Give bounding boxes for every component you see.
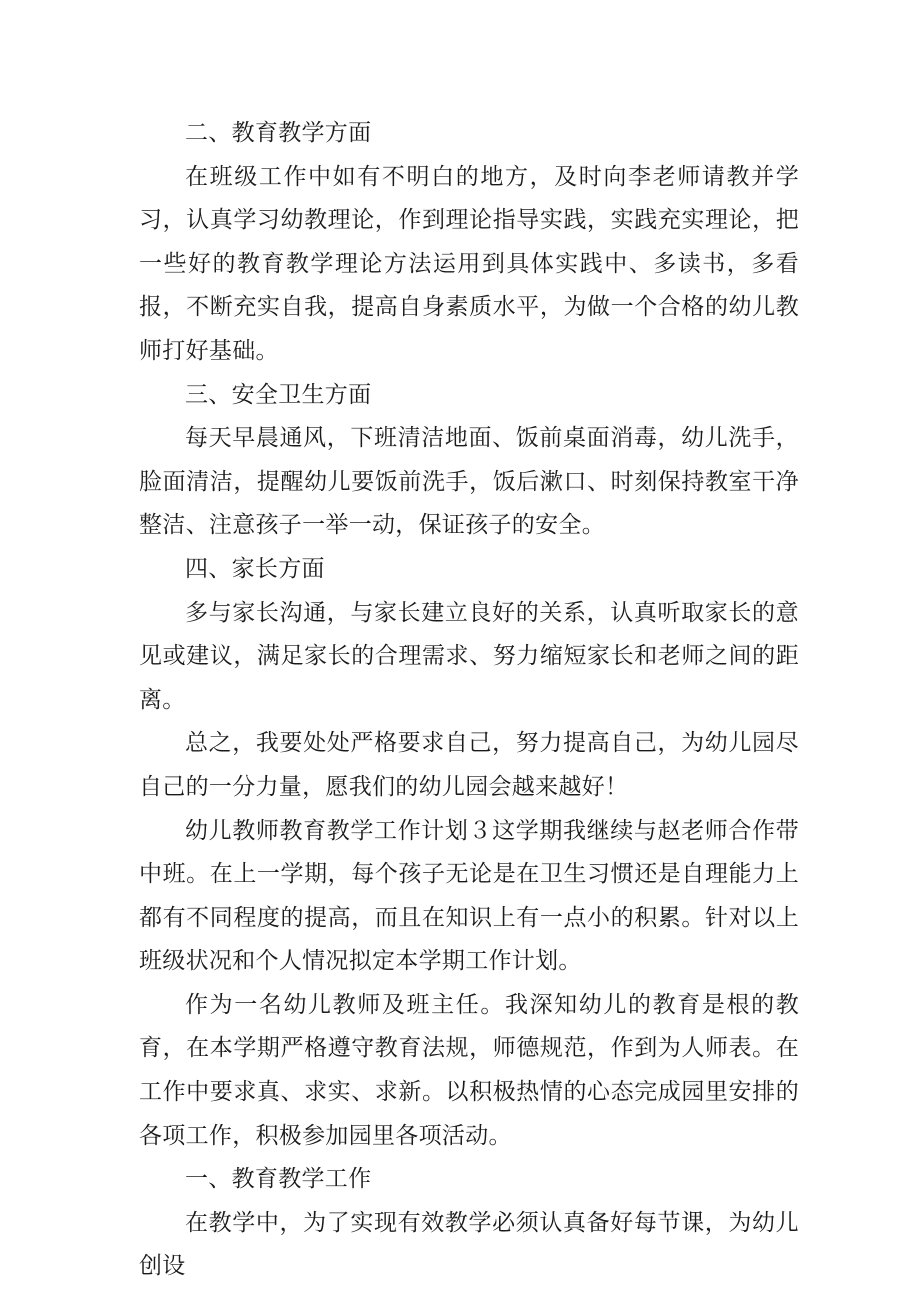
heading-teaching-work: 一、教育教学工作 bbox=[185, 1166, 372, 1193]
paragraph-teaching-work-body: 在教学中，为了实现有效教学必须认真备好每节课，为幼儿创设 bbox=[139, 1209, 799, 1280]
paragraph-role: 作为一名幼儿教师及班主任。我深知幼儿的教育是根的教育，在本学期严格遵守教育法规，师德规范，作到为人师表。在工作中要求真、求实、求新。以积极热情的心态完成园里安排的各项工作，积极参加园里各项活动。 bbox=[139, 991, 799, 1149]
paragraph-summary: 总之，我要处处严格要求自己，努力提高自己，为幼儿园尽自己的一分力量，愿我们的幼儿园会越来越好！ bbox=[139, 730, 799, 800]
heading-safety-hygiene: 三、安全卫生方面 bbox=[185, 381, 372, 408]
paragraph-safety-body: 每天早晨通风，下班清洁地面、饭前桌面消毒，幼儿洗手，脸面清洁，提醒幼儿要饭前洗手，饭后漱口、时刻保持教室干净整洁、注意孩子一举一动，保证孩子的安全。 bbox=[139, 425, 799, 539]
paragraph-teaching-body: 在班级工作中如有不明白的地方，及时向李老师请教并学习，认真学习幼教理论，作到理论指导实践，实践充实理论，把一些好的教育教学理论方法运用到具体实践中、多读书，多看报，不断充实自我，提高自身素质水平，为做一个合格的幼儿教师打好基础。 bbox=[139, 163, 799, 364]
paragraph-parents-body: 多与家长沟通，与家长建立良好的关系，认真听取家长的意见或建议，满足家长的合理需求、努力缩短家长和老师之间的距离。 bbox=[139, 599, 799, 713]
heading-teaching: 二、教育教学方面 bbox=[185, 120, 372, 146]
document-page bbox=[139, 112, 799, 1289]
heading-parents: 四、家长方面 bbox=[185, 555, 325, 582]
paragraph-plan-3-intro: 幼儿教师教育教学工作计划３这学期我继续与赵老师合作带中班。在上一学期，每个孩子无论是在卫生习惯还是自理能力上都有不同程度的提高，而且在知识上有一点小的积累。针对以上班级状况和个人情况拟定本学期工作计划。 bbox=[139, 817, 799, 975]
